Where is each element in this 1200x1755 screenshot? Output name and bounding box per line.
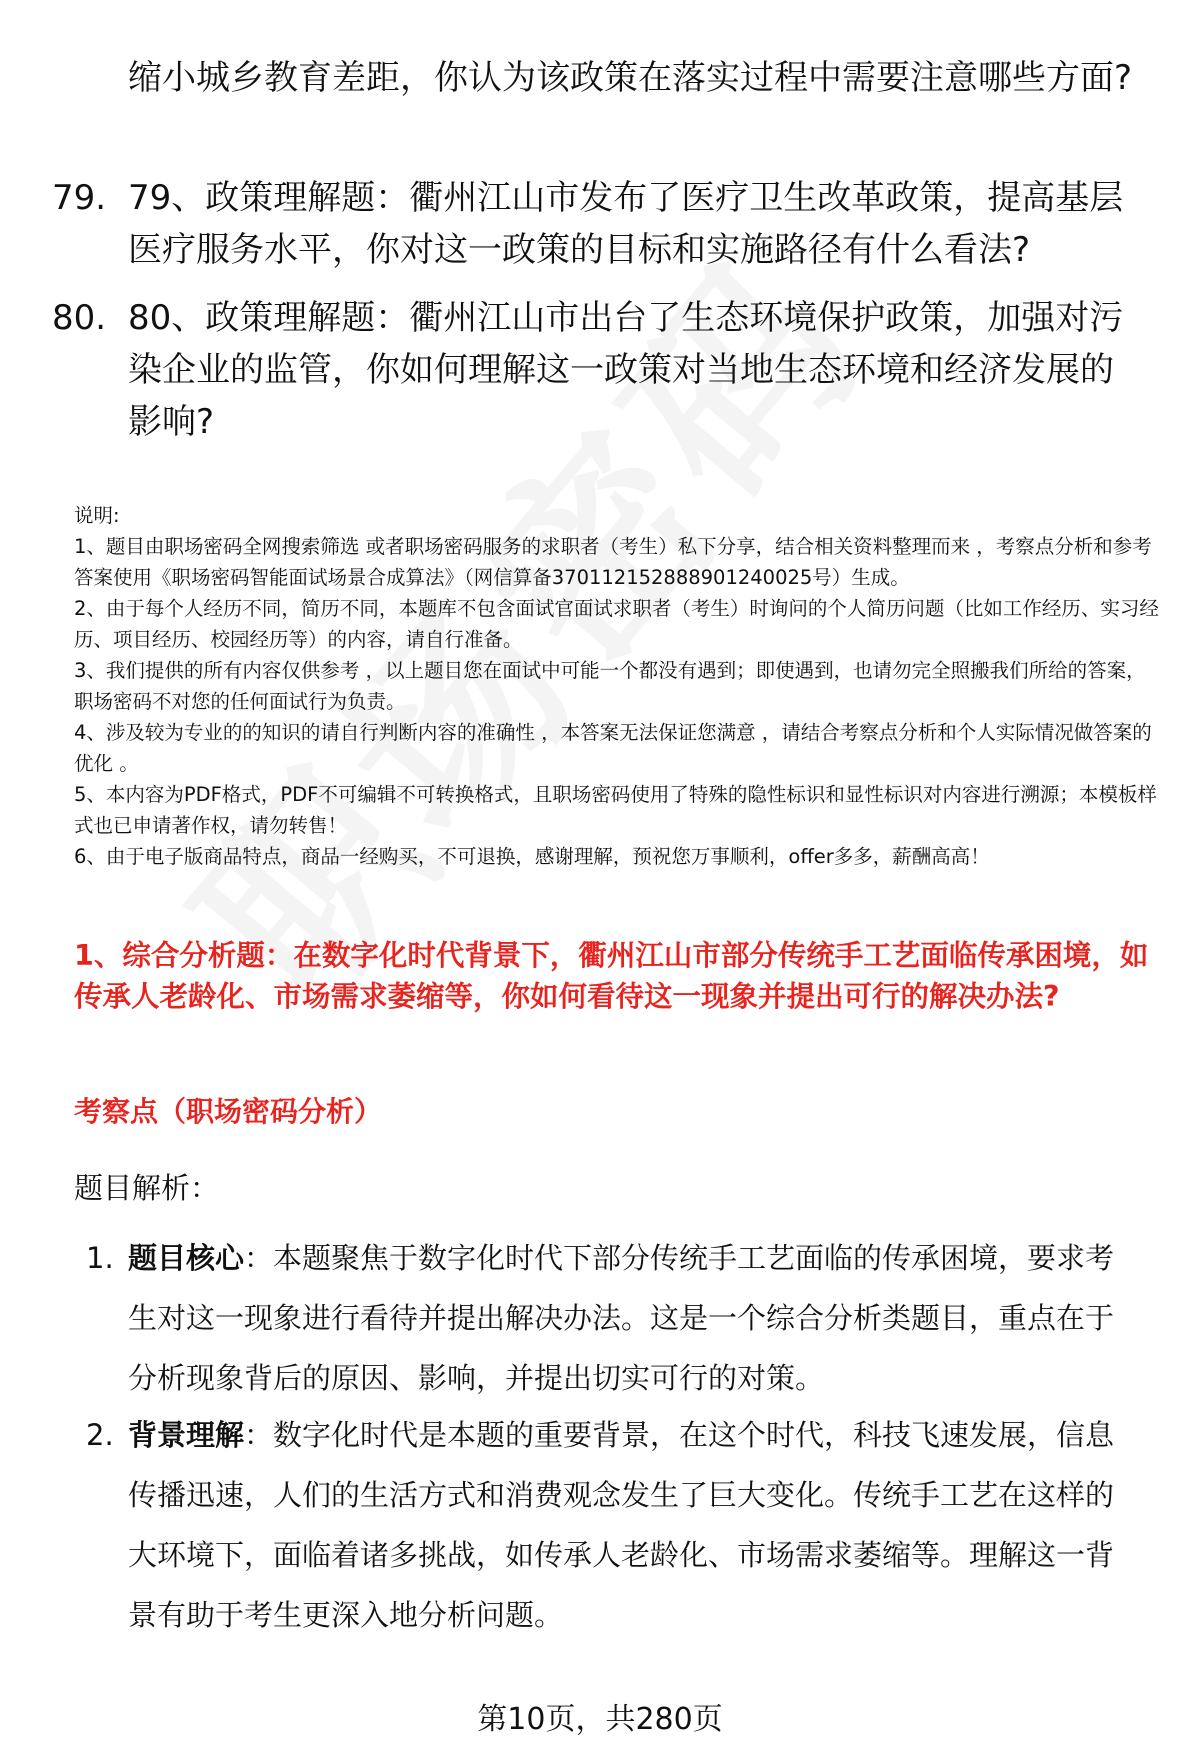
main-question: 1、综合分析题：在数字化时代背景下，衢州江山市部分传统手工艺面临传承困境，如传承人老龄化、市场需求萎缩等，你如何看待这一现象并提出可行的解决办法? [74,939,1149,1013]
item-bold-label: 背景理解 [128,1418,245,1452]
item-number: 2. [86,1418,114,1452]
note-item: 4、涉及较为专业的的知识的请自行判断内容的准确性 ，本答案无法保证您满意 ，请结合考察点分析和个人实际情况做答案的优化 。 [74,721,1152,775]
note-item: 3、我们提供的所有内容仅供参考 ，以上题目您在面试中可能一个都没有遇到；即使遇到，也请勿完全照搬我们所给的答案，职场密码不对您的任何面试行为负责。 [74,659,1146,713]
note-item: 2、由于每个人经历不同，简历不同，本题库不包含面试官面试求职者（考生）时询问的个人简历问题（比如工作经历、实习经历、项目经历、校园经历等）的内容，请自行准备。 [74,597,1159,651]
question-number: 79. [52,178,107,218]
question-text: 79、政策理解题：衢州江山市发布了医疗卫生改革政策，提高基层医疗服务水平，你对这一政策的目标和实施路径有什么看法? [128,178,1124,270]
item-number: 1. [86,1241,114,1275]
item-body [128,1405,1140,1645]
item-body [128,1228,1140,1408]
item-bold-label: 题目核心 [128,1241,245,1275]
page-footer: 第10页，共280页 [477,1702,723,1737]
notes-section [74,500,1159,872]
question-text: 80、政策理解题：衢州江山市出台了生态环境保护政策，加强对污染企业的监管，你如何理解这一政策对当地生态环境和经济发展的影响? [128,298,1124,442]
item-text: ：本题聚焦于数字化时代下部分传统手工艺面临的传承困境，要求考生对这一现象进行看待并提出解决办法。这是一个综合分析类题目，重点在于分析现象背后的原因、影响，并提出切实可行的对策。 [128,1241,1115,1395]
note-item: 6、由于电子版商品特点，商品一经购买，不可退换，感谢理解，预祝您万事顺利，offer多多，薪酬高高！ [74,845,990,868]
notes-title: 说明: [74,504,120,527]
question-number: 80. [52,298,107,338]
analysis-label: 题目解析： [74,1171,220,1205]
note-item: 1、题目由职场密码全网搜索筛选 或者职场密码服务的求职者（考生）私下分享，结合相关资料整理而来 ，考察点分析和参考答案使用《职场密码智能面试场景合成算法》（网信算备370112152888901240025号）生成。 [74,535,1152,589]
section-heading: 考察点（职场密码分析） [74,1095,383,1128]
item-text: ：数字化时代是本题的重要背景，在这个时代，科技飞速发展，信息传播迅速，人们的生活方式和消费观念发生了巨大变化。传统手工艺在这样的大环境下，面临着诸多挑战，如传承人老龄化、市场需求萎缩等。理解这一背景有助于考生更深入地分析问题。 [128,1418,1115,1632]
continued-question-text: 缩小城乡教育差距，你认为该政策在落实过程中需要注意哪些方面? [128,58,1133,98]
note-item: 5、本内容为PDF格式，PDF不可编辑不可转换格式，且职场密码使用了特殊的隐性标识和显性标识对内容进行溯源；本模板样式也已申请著作权，请勿转售！ [74,783,1157,837]
